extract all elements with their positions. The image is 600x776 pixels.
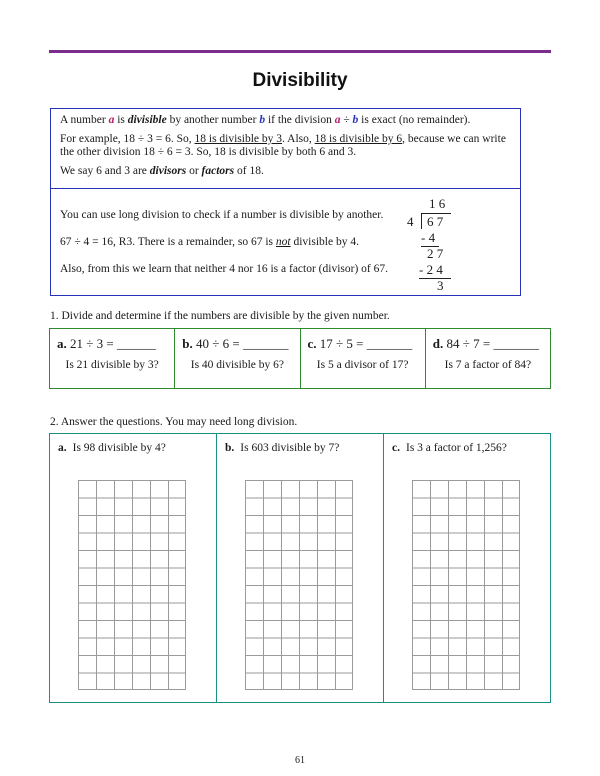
- variable-a: a: [108, 114, 115, 126]
- problem-question: Is 21 divisible by 3?: [65, 359, 159, 371]
- work-grid[interactable]: [78, 480, 186, 690]
- underlined-text: 18 is divisible by 6: [314, 133, 403, 145]
- problem-1a: [50, 329, 175, 388]
- problem-equation[interactable]: [182, 336, 292, 352]
- text: 67 ÷ 4 = 16, R3. There is a remainder, so 67 is: [60, 236, 276, 248]
- text: . Also,: [282, 133, 315, 145]
- text: if the division: [265, 114, 335, 126]
- long-division-diagram: [407, 196, 471, 292]
- dividend: 6 7: [427, 214, 444, 229]
- text: For example, 18 ÷ 3 = 6. So,: [60, 133, 195, 145]
- division-bracket: [421, 213, 422, 229]
- definition-section: [51, 109, 520, 189]
- problem-equation[interactable]: [433, 336, 543, 352]
- text: is exact (no remainder).: [358, 114, 471, 126]
- underlined-text: 18 is divisible by 3: [194, 133, 283, 145]
- partial-remainder: 2 7: [427, 246, 444, 261]
- subtraction-line-2: [419, 278, 451, 279]
- question-text: Is 3 a factor of 1,256?: [405, 442, 507, 454]
- text: divisible by 4.: [290, 236, 359, 248]
- section-2-problems: [49, 433, 551, 703]
- equation-text: 40 ÷ 6 = _______: [192, 336, 289, 351]
- long-division-conclusion: Also, from this we learn that neither 4 nor 16 is a factor (divisor) of 67.: [60, 263, 388, 275]
- definition-paragraph: [60, 114, 511, 127]
- title-rule: [49, 50, 551, 53]
- text: A number: [60, 114, 109, 126]
- variable-b: b: [352, 114, 359, 126]
- remainder: 3: [437, 278, 444, 293]
- term-divisors: divisors: [149, 165, 187, 177]
- subtraction-step-2: - 2 4: [419, 262, 443, 277]
- question-text: Is 603 divisible by 7?: [240, 442, 340, 454]
- divisor: 4: [407, 214, 414, 229]
- problem-letter: a.: [58, 442, 67, 454]
- problem-question: Is 7 a factor of 84?: [444, 359, 532, 371]
- problem-2b: [217, 434, 384, 702]
- term-factors: factors: [201, 165, 235, 177]
- section-2-instruction: 2. Answer the questions. You may need long division.: [50, 416, 298, 428]
- long-division-result: [60, 236, 359, 248]
- work-grid[interactable]: [245, 480, 353, 690]
- problem-2c: [384, 434, 550, 702]
- equation-text: 21 ÷ 3 = ______: [66, 336, 156, 351]
- problem-1b: [175, 329, 300, 388]
- text: by another number: [166, 114, 260, 126]
- problem-question: Is 5 a divisor of 17?: [316, 359, 409, 371]
- equation-text: 84 ÷ 7 = _______: [443, 336, 539, 351]
- problem-1d: [426, 329, 550, 388]
- problem-question: Is 40 divisible by 6?: [190, 359, 285, 371]
- example-paragraph: [60, 133, 511, 159]
- text: ÷: [340, 114, 353, 126]
- problem-question: [392, 442, 542, 454]
- problem-letter: c.: [392, 442, 400, 454]
- problem-question: [58, 442, 208, 454]
- subtraction-step-1: - 4: [421, 230, 436, 245]
- problem-letter: b.: [182, 336, 193, 351]
- long-division-intro: You can use long division to check if a number is divisible by another.: [60, 209, 384, 221]
- problem-letter: c.: [307, 336, 317, 351]
- text: is: [114, 114, 128, 126]
- section-1-instruction: 1. Divide and determine if the numbers are divisible by the given number.: [50, 310, 390, 322]
- terms-paragraph: [60, 165, 511, 178]
- text: , because we can write the other division 18 ÷ 6 = 3. So, 18 is divisible by both 6 and 3.: [60, 133, 506, 158]
- problem-equation[interactable]: [57, 336, 167, 352]
- text: We say 6 and 3 are: [60, 165, 150, 177]
- long-division-section: [51, 189, 520, 295]
- section-1-problems: [49, 328, 551, 389]
- equation-text: 17 ÷ 5 = _______: [316, 336, 413, 351]
- variable-a: a: [334, 114, 341, 126]
- problem-letter: b.: [225, 442, 235, 454]
- problem-1c: [301, 329, 426, 388]
- question-text: Is 98 divisible by 4?: [72, 442, 166, 454]
- problem-equation[interactable]: [308, 336, 418, 352]
- work-grid[interactable]: [412, 480, 520, 690]
- problem-letter: a.: [57, 336, 67, 351]
- variable-b: b: [259, 114, 266, 126]
- problem-letter: d.: [432, 336, 444, 351]
- definition-box: [50, 108, 521, 296]
- page-title: Divisibility: [252, 70, 348, 91]
- emphasis-not: not: [275, 236, 291, 248]
- problem-question: [225, 442, 375, 454]
- text: of 18.: [234, 165, 264, 177]
- term-divisible: divisible: [127, 114, 167, 126]
- quotient: 1 6: [429, 196, 446, 211]
- problem-2a: [50, 434, 217, 702]
- page-number: 61: [295, 755, 305, 766]
- text: or: [186, 165, 202, 177]
